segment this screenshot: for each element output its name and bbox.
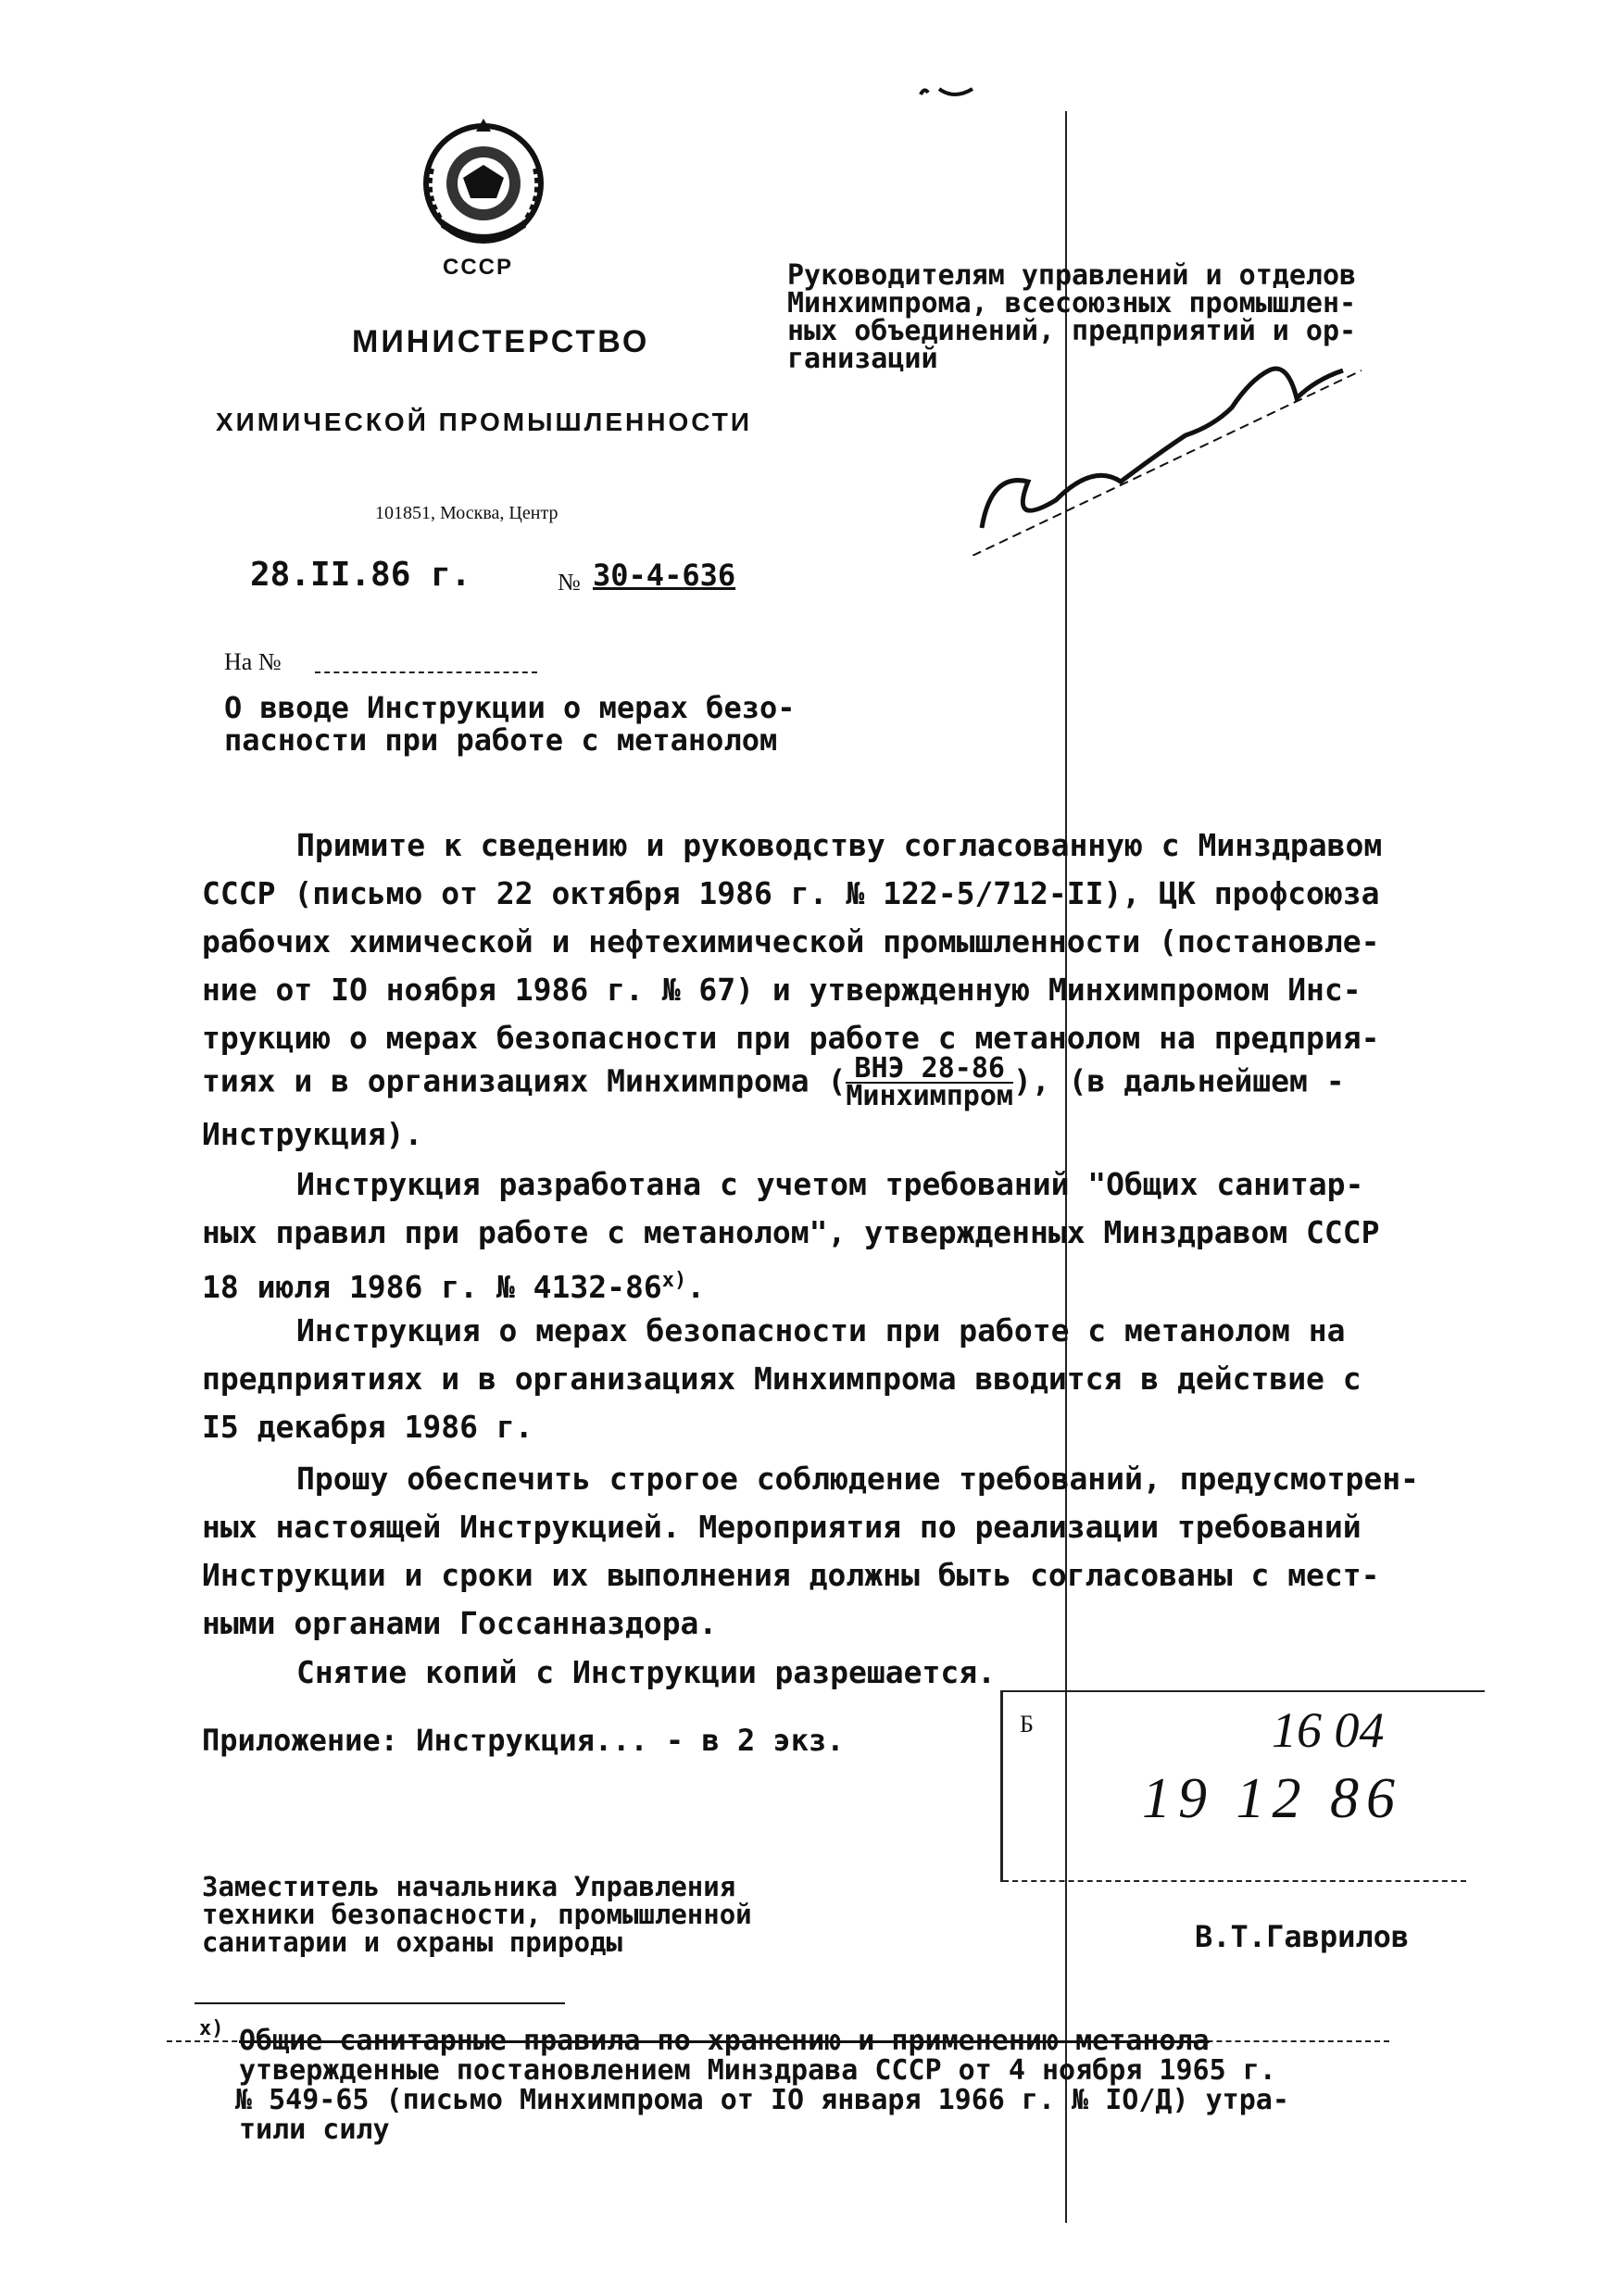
top-mark <box>917 83 982 102</box>
body-line-with-footnote-ref <box>202 1257 1462 1311</box>
signatory-name: В.Т.Гаврилов <box>1195 1919 1410 1954</box>
footnote-line: Общие санитарные правила по хранению и применению метанола <box>239 2025 1210 2057</box>
state-emblem-icon <box>415 113 552 250</box>
body-line: Снятие копий с Инструкции разрешается. <box>296 1654 996 1690</box>
number-prefix: № <box>558 569 581 596</box>
addressee-line: Минхимпрома, всесоюзных промышлен- <box>787 287 1357 320</box>
body-line: ных правил при работе с метанолом", утвержденных Минздравом СССР <box>202 1214 1380 1250</box>
handwritten-resolution <box>973 343 1362 556</box>
reply-to-label: На № <box>224 648 282 675</box>
body-line: СССР (письмо от 22 октября 1986 г. № 122-5/712-II), ЦК профсоюза <box>202 875 1380 911</box>
attachment-line: Приложение: Инструкция... - в 2 экз. <box>202 1723 845 1758</box>
fraction-denominator: Минхимпром <box>846 1080 1013 1112</box>
body-line-with-fraction <box>202 1052 1462 1112</box>
body-line: Инструкция разработана с учетом требований "Общих санитар- <box>296 1166 1364 1202</box>
footnote-separator <box>195 2002 565 2004</box>
position-line: техники безопасности, промышленной <box>202 1899 752 1930</box>
body-line: Инструкция). <box>202 1116 423 1152</box>
fraction-numerator: ВНЭ 28-86 <box>846 1056 1013 1084</box>
addressee-line: Руководителям управлений и отделов <box>787 259 1357 292</box>
letter-date: 28.II.86 г. <box>250 556 471 594</box>
footnote-line: тили силу <box>239 2114 390 2146</box>
reply-to-line <box>315 671 537 673</box>
letterhead-ministry-name: ХИМИЧЕСКОЙ ПРОМЫШЛЕННОСТИ <box>216 408 752 436</box>
body-line: рабочих химической и нефтехимической промышленности (постановле- <box>202 923 1380 960</box>
stamp-letter: Б <box>1020 1711 1034 1738</box>
body-line: ными органами Госсанназдора. <box>202 1605 718 1641</box>
footnote-mark: х) <box>199 2017 224 2040</box>
body-line: Примите к сведению и руководству согласованную с Минздравом <box>296 827 1383 863</box>
body-line: I5 декабря 1986 г. <box>202 1409 533 1445</box>
body-line: Прошу обеспечить строгое соблюдение требований, предусмотрен- <box>296 1461 1419 1497</box>
body-line: ние от IO ноября 1986 г. № 67) и утвержденную Минхимпромом Инс- <box>202 972 1362 1008</box>
body-line: трукцию о мерах безопасности при работе с метанолом на предприя- <box>202 1020 1380 1056</box>
letterhead-country: СССР <box>443 255 514 280</box>
body-line: ных настоящей Инструкцией. Мероприятия по реализации требований <box>202 1509 1362 1545</box>
body-text: . <box>686 1269 706 1305</box>
stamp-handwritten-number: 16 04 <box>1272 1702 1385 1758</box>
body-line: Инструкция о мерах безопасности при работе с метанолом на <box>296 1312 1346 1349</box>
body-text: тиях и в организациях Минхимпрома ( <box>202 1062 847 1099</box>
body-line: предприятиях и в организациях Минхимпрома вводится в действие с <box>202 1361 1362 1397</box>
letter-number: 30-4-636 <box>593 558 736 593</box>
subject-line: пасности при работе с метанолом <box>224 722 778 758</box>
letterhead-address: 101851, Москва, Центр <box>375 503 558 523</box>
position-line: Заместитель начальника Управления <box>202 1871 736 1902</box>
footnote-line: № 549-65 (письмо Минхимпрома от IO января 1966 г. № IO/Д) утра- <box>235 2084 1289 2116</box>
footnote-line: утвержденные постановлением Минздрава СССР от 4 ноября 1965 г. <box>239 2054 1276 2087</box>
stamp-handwritten-date: 19 12 86 <box>1142 1767 1402 1830</box>
stamp-bottom-line <box>1003 1880 1466 1882</box>
addressee-line: ганизаций <box>787 343 938 375</box>
registration-stamp <box>1000 1690 1485 1882</box>
footnote-reference: х) <box>661 1269 687 1292</box>
document-code-fraction <box>846 1052 1013 1112</box>
letterhead-ministry: МИНИСТЕРСТВО <box>352 324 650 359</box>
position-line: санитарии и охраны природы <box>202 1926 622 1958</box>
body-text: 18 июля 1986 г. № 4132-86 <box>202 1269 662 1305</box>
subject-line: О вводе Инструкции о мерах безо- <box>224 690 796 725</box>
body-line: Инструкции и сроки их выполнения должны быть согласованы с мест- <box>202 1557 1380 1593</box>
addressee-line: ных объединений, предприятий и ор- <box>787 315 1357 347</box>
body-text: ), (в дальнейшем - <box>1013 1062 1345 1099</box>
